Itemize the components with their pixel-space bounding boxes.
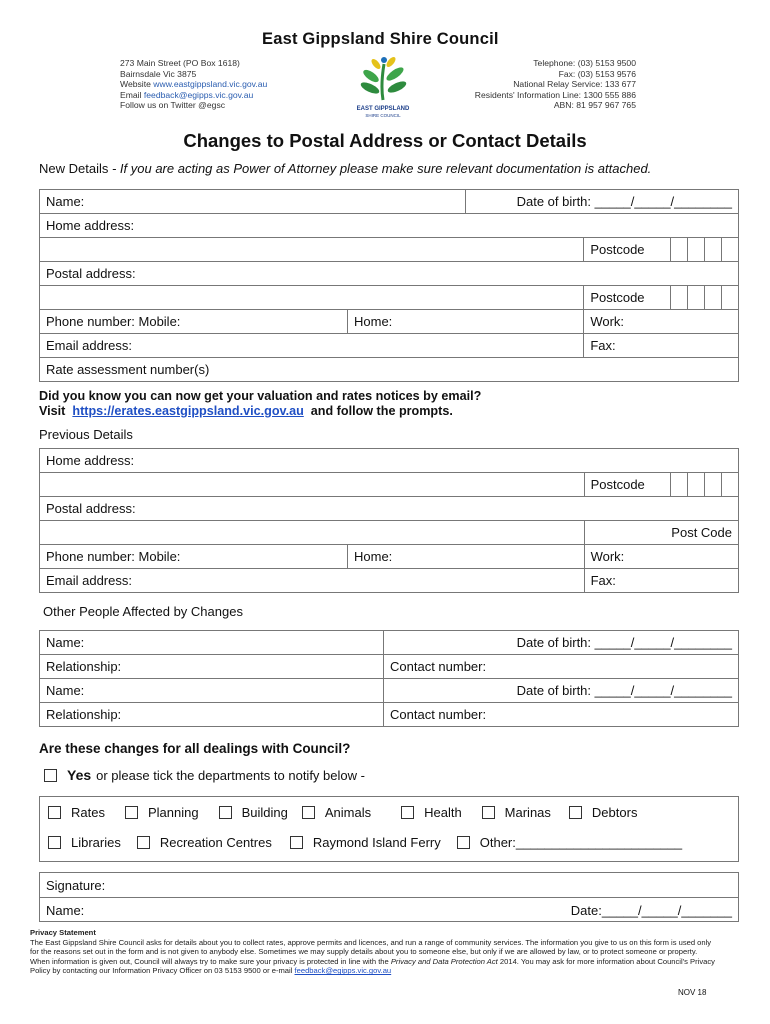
new-details-table <box>39 189 739 382</box>
new-details-label: New Details - If you are acting as Power of Attorney please make sure relevant documentation is attached. <box>39 161 652 176</box>
previous-details-table <box>39 448 739 593</box>
health-checkbox[interactable] <box>401 806 414 819</box>
fax-field[interactable]: Fax: <box>584 334 739 358</box>
postcode-label: Postcode <box>584 286 671 310</box>
logo-plant-icon <box>359 55 408 100</box>
dept-label: Marinas <box>504 805 551 820</box>
email-field[interactable]: Email address: <box>40 334 584 358</box>
email-line: Email feedback@egipps.vic.gov.au <box>120 89 254 100</box>
website-link[interactable]: www.eastgippsland.vic.gov.au <box>153 79 268 90</box>
mobile-field[interactable]: Phone number: Mobile: <box>40 310 348 334</box>
address-block <box>120 58 267 111</box>
page-title: Changes to Postal Address or Contact Details <box>183 130 587 151</box>
libraries-checkbox[interactable] <box>48 836 61 849</box>
prev-postal-address-field[interactable]: Postal address: <box>40 497 739 521</box>
postcode-box[interactable] <box>671 286 688 310</box>
dept-label: Rates <box>71 805 105 820</box>
logo-text-bottom: SHIRE COUNCIL <box>365 113 401 118</box>
postal-address-line2[interactable] <box>40 286 584 310</box>
postcode-box[interactable] <box>671 473 688 497</box>
dept-label: Debtors <box>591 805 638 820</box>
contact-number-field[interactable]: Contact number: <box>384 655 739 679</box>
yes-checkbox[interactable] <box>44 769 57 782</box>
postcode-label: Postcode <box>584 238 671 262</box>
dob-field[interactable]: Date of birth: _____/_____/________ <box>465 190 738 214</box>
relationship-field[interactable]: Relationship: <box>40 655 384 679</box>
erates-notice: Did you know you can now get your valuation and rates notices by email? Visit https://erates.eastgippsland.vic.gov.au and follow the prompts. <box>39 389 482 418</box>
postal-address-field[interactable]: Postal address: <box>40 262 739 286</box>
privacy-text-2: When information is given out, Council will always try to make sure your privacy is protected in line with the Privacy and Data Protection Act 2014. You may ask for more information about Council's Privacy Policy by contacting our Information Privacy Officer on 03 5153 9500 or e-mail feedback@egipps.vic.gov.au <box>30 956 715 976</box>
dept-label: Recreation Centres <box>159 835 272 850</box>
dept-label: Health <box>424 805 462 820</box>
logo-text-top: EAST GIPPSLAND <box>356 106 410 112</box>
prev-home-address-field[interactable]: Home address: <box>40 449 739 473</box>
postcode-box[interactable] <box>688 286 705 310</box>
prev-email-field[interactable]: Email address: <box>40 569 585 593</box>
building-checkbox[interactable] <box>219 806 232 819</box>
dealings-question: Are these changes for all dealings with Council? <box>39 741 351 756</box>
org-name: East Gippsland Shire Council <box>262 30 499 48</box>
privacy-heading: Privacy Statement <box>30 928 96 937</box>
privacy-email-link[interactable]: feedback@egipps.vic.gov.au <box>294 966 392 976</box>
postcode-box[interactable] <box>722 473 739 497</box>
contact-number-field[interactable]: Contact number: <box>384 703 739 727</box>
postcode-box[interactable] <box>688 238 705 262</box>
raymond-island-ferry-checkbox[interactable] <box>290 836 303 849</box>
animals-checkbox[interactable] <box>302 806 315 819</box>
other-name-field[interactable]: Name: <box>40 679 384 703</box>
contact-line: ABN: 81 957 967 765 <box>553 100 636 111</box>
website-line: Website www.eastgippsland.vic.gov.au <box>120 79 268 90</box>
departments-box <box>39 796 739 862</box>
postcode-box[interactable] <box>705 286 722 310</box>
relationship-field[interactable]: Relationship: <box>40 703 384 727</box>
version-label: NOV 18 <box>678 988 707 997</box>
postcode-box[interactable] <box>688 473 705 497</box>
recreation-centres-checkbox[interactable] <box>137 836 150 849</box>
prev-home-phone-field[interactable]: Home: <box>348 545 585 569</box>
rate-assessment-field[interactable]: Rate assessment number(s) <box>40 358 739 382</box>
dept-label: Planning <box>147 805 199 820</box>
email-link[interactable]: feedback@egipps.vic.gov.au <box>143 89 254 100</box>
rates-checkbox[interactable] <box>48 806 61 819</box>
post-code-field[interactable]: Post Code <box>584 521 738 545</box>
others-label: Other People Affected by Changes <box>43 604 243 619</box>
privacy-statement <box>30 928 720 976</box>
marinas-checkbox[interactable] <box>482 806 495 819</box>
signature-date-field[interactable]: Date:_____/_____/_______ <box>570 903 732 918</box>
yes-row <box>44 767 365 783</box>
home-address-field[interactable]: Home address: <box>40 214 739 238</box>
postcode-label: Postcode <box>584 473 670 497</box>
address-line: Bairnsdale Vic 3875 <box>120 68 197 79</box>
dept-label: Animals <box>324 805 372 820</box>
other-checkbox[interactable] <box>457 836 470 849</box>
other-field[interactable]: Other:_______________________ <box>479 835 683 850</box>
other-name-field[interactable]: Name: <box>40 631 384 655</box>
dept-label: Libraries <box>71 835 121 850</box>
address-line: 273 Main Street (PO Box 1618) <box>120 58 240 68</box>
work-phone-field[interactable]: Work: <box>584 310 739 334</box>
postcode-box[interactable] <box>722 286 739 310</box>
signature-name-field[interactable]: Name: <box>46 903 85 918</box>
debtors-checkbox[interactable] <box>569 806 582 819</box>
dept-label: Raymond Island Ferry <box>312 835 441 850</box>
dept-label: Building <box>241 805 288 820</box>
contact-block <box>475 58 636 111</box>
others-table <box>39 630 739 727</box>
prev-work-phone-field[interactable]: Work: <box>584 545 738 569</box>
erates-link[interactable]: https://erates.eastgippsland.vic.gov.au <box>72 404 304 418</box>
prev-fax-field[interactable]: Fax: <box>584 569 738 593</box>
twitter-line: Follow us on Twitter @egsc <box>120 100 226 111</box>
council-logo <box>348 54 418 118</box>
contact-line: Residents' Information Line: 1300 555 886 <box>474 89 636 100</box>
postcode-box[interactable] <box>705 473 722 497</box>
previous-details-label: Previous Details <box>39 427 133 442</box>
yes-label: Yes <box>67 767 92 783</box>
prev-mobile-field[interactable]: Phone number: Mobile: <box>40 545 348 569</box>
home-phone-field[interactable]: Home: <box>348 310 584 334</box>
privacy-text: The East Gippsland Shire Council asks for details about you to collect rates, approve permits and licences, and run a range of community services. The information you give to us on this form is used only for the reasons set out in the form and is not given to anybody else. Sometimes we may supply details about you to someone else, but only if we are allowed by law, or to protect someone or property. <box>30 937 712 957</box>
planning-checkbox[interactable] <box>125 806 138 819</box>
signature-box <box>39 872 739 922</box>
contact-line: National Relay Service: 133 677 <box>513 79 636 90</box>
other-dob-field[interactable]: Date of birth: _____/_____/________ <box>384 631 739 655</box>
other-dob-field[interactable]: Date of birth: _____/_____/________ <box>384 679 739 703</box>
home-address-line2[interactable] <box>40 238 584 262</box>
postcode-box[interactable] <box>722 238 739 262</box>
prev-home-address-line2[interactable] <box>40 473 585 497</box>
postcode-box[interactable] <box>705 238 722 262</box>
postcode-box[interactable] <box>671 238 688 262</box>
contact-line: Fax: (03) 5153 9576 <box>558 68 636 79</box>
name-field[interactable]: Name: <box>40 190 466 214</box>
signature-field[interactable]: Signature: <box>40 873 738 898</box>
yes-rest-label: or please tick the departments to notify below - <box>96 767 365 783</box>
prev-postal-address-line2[interactable] <box>40 521 585 545</box>
contact-line: Telephone: (03) 5153 9500 <box>533 58 636 68</box>
